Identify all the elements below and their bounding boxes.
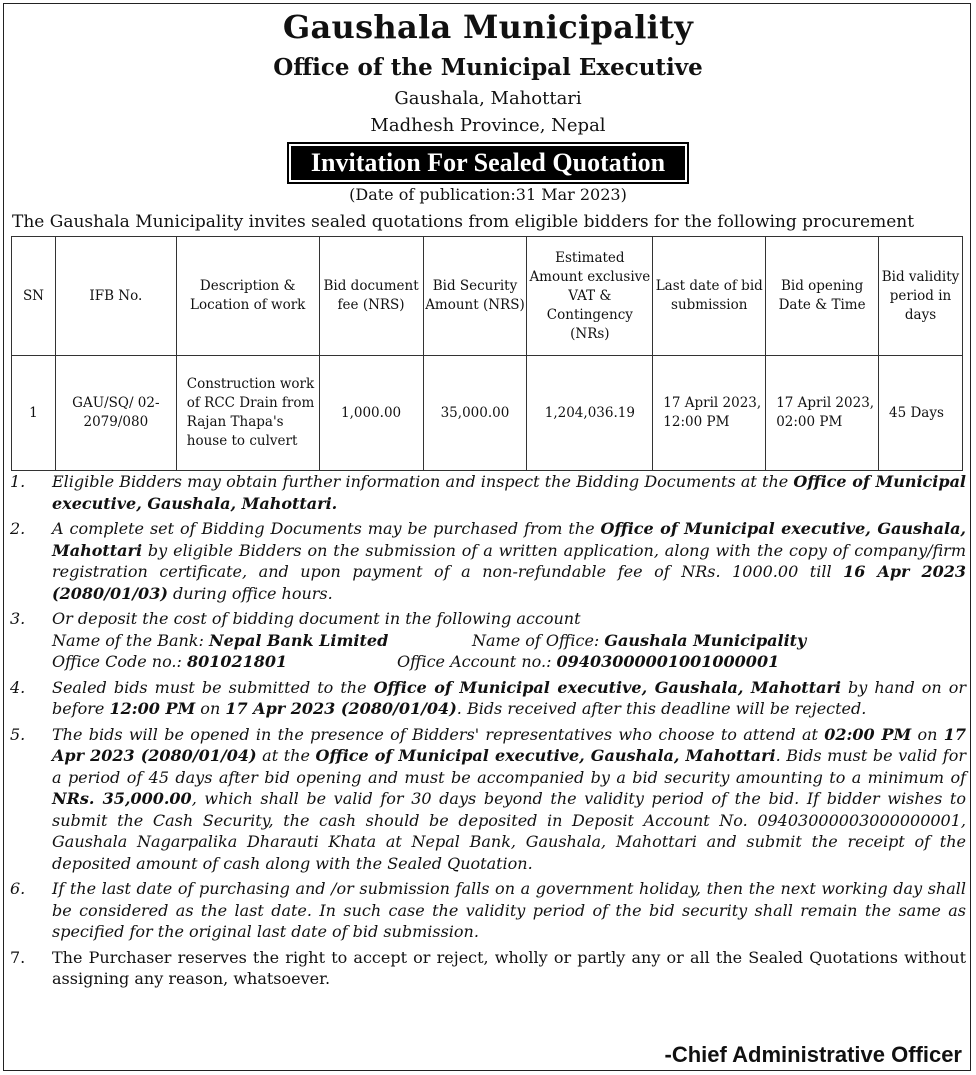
intro-text: The Gaushala Municipality invites sealed quotations from eligible bidders for the following procurement [12, 212, 915, 232]
header-last-date: Last date of bid submission [653, 237, 766, 356]
cell-security: 35,000.00 [423, 356, 527, 471]
header-doc-fee: Bid document fee (NRS) [319, 237, 423, 356]
notice-terms [10, 471, 966, 994]
cell-last-date: 17 April 2023, 12:00 PM [653, 356, 766, 471]
header-security: Bid Security Amount (NRS) [423, 237, 527, 356]
header-opening: Bid opening Date & Time [766, 237, 879, 356]
office-title: Office of the Municipal Executive [273, 54, 703, 81]
list-item: 7. The Purchaser reserves the right to accept or reject, wholly or partly any or all the Sealed Quotations without assigning any reason, whatsoever. [10, 947, 966, 988]
municipality-title: Gaushala Municipality [282, 8, 694, 46]
procurement-table [11, 236, 963, 471]
list-item: 3. Or deposit the cost of bidding document in the following account Name of the Bank: Nepal Bank Limited Name of Office: Gaushala Municipality Office Code no.: 801021801 Office Account no.: 09403000001001000001 [10, 609, 807, 671]
table-header-row [12, 237, 963, 356]
list-item: 6. If the last date of purchasing and /or submission falls on a government holiday, then the next working day shall be considered as the last date. In such case the validity period of the bid security shall remain the same as specified for the original last date of bid submission. [10, 879, 966, 941]
list-item: 5. The bids will be opened in the presence of Bidders' representatives who choose to attend at 02:00 PM on 17 Apr 2023 (2080/01/04) at the Office of Municipal executive, Gaushala, Mahottari. Bids must be valid for a period of 45 days after bid opening and must be accompanied by a bid security amounting to a minimum of NRs. 35,000.00, which shall be valid for 30 days beyond the validity period of the bid. If bidder wishes to submit the Cash Security, the cash should be deposited in Deposit Account No. 09403000003000000001, Gaushala Nagarpalika Dharauti Khata at Nepal Bank, Gaushala, Mahottari and submit the receipt of the deposited amount of cash along with the Sealed Quotation. [10, 724, 967, 873]
publication-date: (Date of publication:31 Mar 2023) [349, 185, 627, 204]
header-description: Description & Location of work [176, 237, 319, 356]
header-sn: SN [12, 237, 56, 356]
address-line-1: Gaushala, Mahottari [394, 88, 582, 109]
cell-ifb: GAU/SQ/ 02- 2079/080 [55, 356, 176, 471]
cell-description: Construction work of RCC Drain from Rajan Thapa's house to culvert [176, 356, 319, 471]
cell-estimate: 1,204,036.19 [527, 356, 653, 471]
table-row [12, 356, 963, 471]
banner-title: Invitation For Sealed Quotation [291, 146, 685, 180]
notice-banner [0, 142, 976, 184]
header-validity: Bid validity period in days [879, 237, 963, 356]
list-item: 2. A complete set of Bidding Documents may be purchased from the Office of Municipal executive, Gaushala, Mahottari by eligible Bidders on the submission of a written application, along with the copy of company/firm registration certificate, and upon payment of a non-refundable fee of NRs. 1000.00 till 16 Apr 2023 (2080/01/03) during office hours. [10, 519, 967, 603]
header-ifb: IFB No. [55, 237, 176, 356]
address-line-2: Madhesh Province, Nepal [370, 115, 606, 136]
cell-sn: 1 [12, 356, 56, 471]
list-item: 4. Sealed bids must be submitted to the Office of Municipal executive, Gaushala, Mahottari by hand on or before 12:00 PM on 17 Apr 2023 (2080/01/04). Bids received after this deadline will be rejected. [10, 677, 967, 718]
list-item: 1. Eligible Bidders may obtain further information and inspect the Bidding Documents at the Office of Municipal executive, Gaushala, Mahottari. [10, 472, 967, 513]
cell-doc-fee: 1,000.00 [319, 356, 423, 471]
signature: -Chief Administrative Officer [664, 1042, 962, 1067]
cell-validity: 45 Days [879, 356, 963, 471]
cell-opening: 17 April 2023, 02:00 PM [766, 356, 879, 471]
header-estimate: Estimated Amount exclusive VAT & Contingency (NRs) [527, 237, 653, 356]
